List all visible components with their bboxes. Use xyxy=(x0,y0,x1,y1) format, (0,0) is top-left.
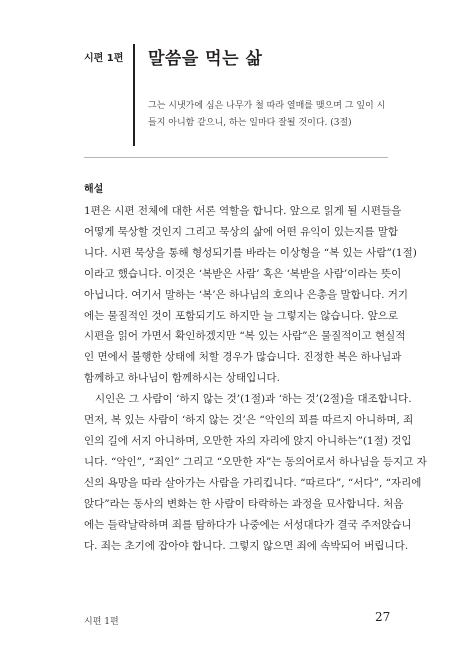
text-line: 1편은 시편 전체에 대한 서론 역할을 합니다. 앞으로 읽게 될 시편들을 xyxy=(84,205,402,217)
text-line: 신의 욕망을 따라 살아가는 사람을 가리킵니다. “따르다”, “서다”, “자리에 xyxy=(84,476,422,489)
text-line: 니다. 시편 묵상을 통해 형성되기를 바라는 이상형을 “복 있는 사람”(1절) xyxy=(84,246,417,259)
text-line: 다. 죄는 초기에 잡아야 합니다. 그렇지 않으면 죄에 속박되어 버립니다. xyxy=(84,539,409,552)
text-line: 함께하고 하나님이 함께하시는 상태입니다. xyxy=(84,372,280,385)
verse-quote: 그는 시냇가에 심은 나무가 철 따라 열매를 맺으며 그 잎이 시들지 아니함 같으니, 하는 일마다 잘될 것이다. (3절) xyxy=(148,101,386,128)
paragraph-1 xyxy=(84,201,417,389)
text-line: 인 면에서 불행한 상태에 처할 경우가 많습니다. 진정한 복은 하나님과 xyxy=(84,351,402,364)
section-heading: 해설 xyxy=(84,184,104,195)
text-line: 먼저, 복 있는 사람이 ‘하지 않는 것’은 “악인의 꾀를 따르지 아니하며, 죄 xyxy=(84,414,414,427)
text-line: 아닙니다. 여기서 말하는 ‘복’은 하나님의 호의나 은총을 말합니다. 거기 xyxy=(84,288,409,301)
running-footer-title: 시편 1편 xyxy=(84,617,119,627)
text-line: 시편을 읽어 가면서 확인하겠지만 “복 있는 사람”은 물질적이고 현실적 xyxy=(84,330,406,343)
text-line: 에는 들락날락하며 죄를 탐하다가 나중에는 서성대다가 결국 주저앉습니 xyxy=(84,518,412,531)
paragraph-2 xyxy=(84,389,427,556)
page-number: 27 xyxy=(375,610,391,624)
text-line: 시인은 그 사람이 ‘하지 않는 것’(1절)과 ‘하는 것’(2절)을 대조합니다. xyxy=(95,393,412,406)
text-line: 에는 물질적인 것이 포함되기도 하지만 늘 그렇지는 않습니다. 앞으로 xyxy=(84,309,399,322)
text-line: 인의 길에 서지 아니하며, 오만한 자의 자리에 앉지 아니하는”(1절) 것입 xyxy=(84,434,412,447)
text-line: 이라고 했습니다. 이것은 ‘복받은 사람’ 혹은 ‘복받을 사람’이라는 뜻이 xyxy=(84,267,402,280)
text-line: 어떻게 묵상할 것인지 그리고 묵상의 삶에 어떤 유익이 있는지를 말합 xyxy=(84,225,399,238)
page-title: 말씀을 먹는 삶 xyxy=(148,49,263,69)
section-divider xyxy=(84,157,388,158)
text-line: 니다. “악인”, “죄인” 그리고 “오만한 자”는 동의어로서 하나님을 등지고 자 xyxy=(84,455,427,468)
commentary-body xyxy=(84,201,427,556)
chapter-label: 시편 1편 xyxy=(84,53,124,64)
text-line: 앉다”라는 동사의 변화는 한 사람이 타락하는 과정을 묘사합니다. 처음 xyxy=(84,497,404,510)
header-divider xyxy=(133,44,135,146)
